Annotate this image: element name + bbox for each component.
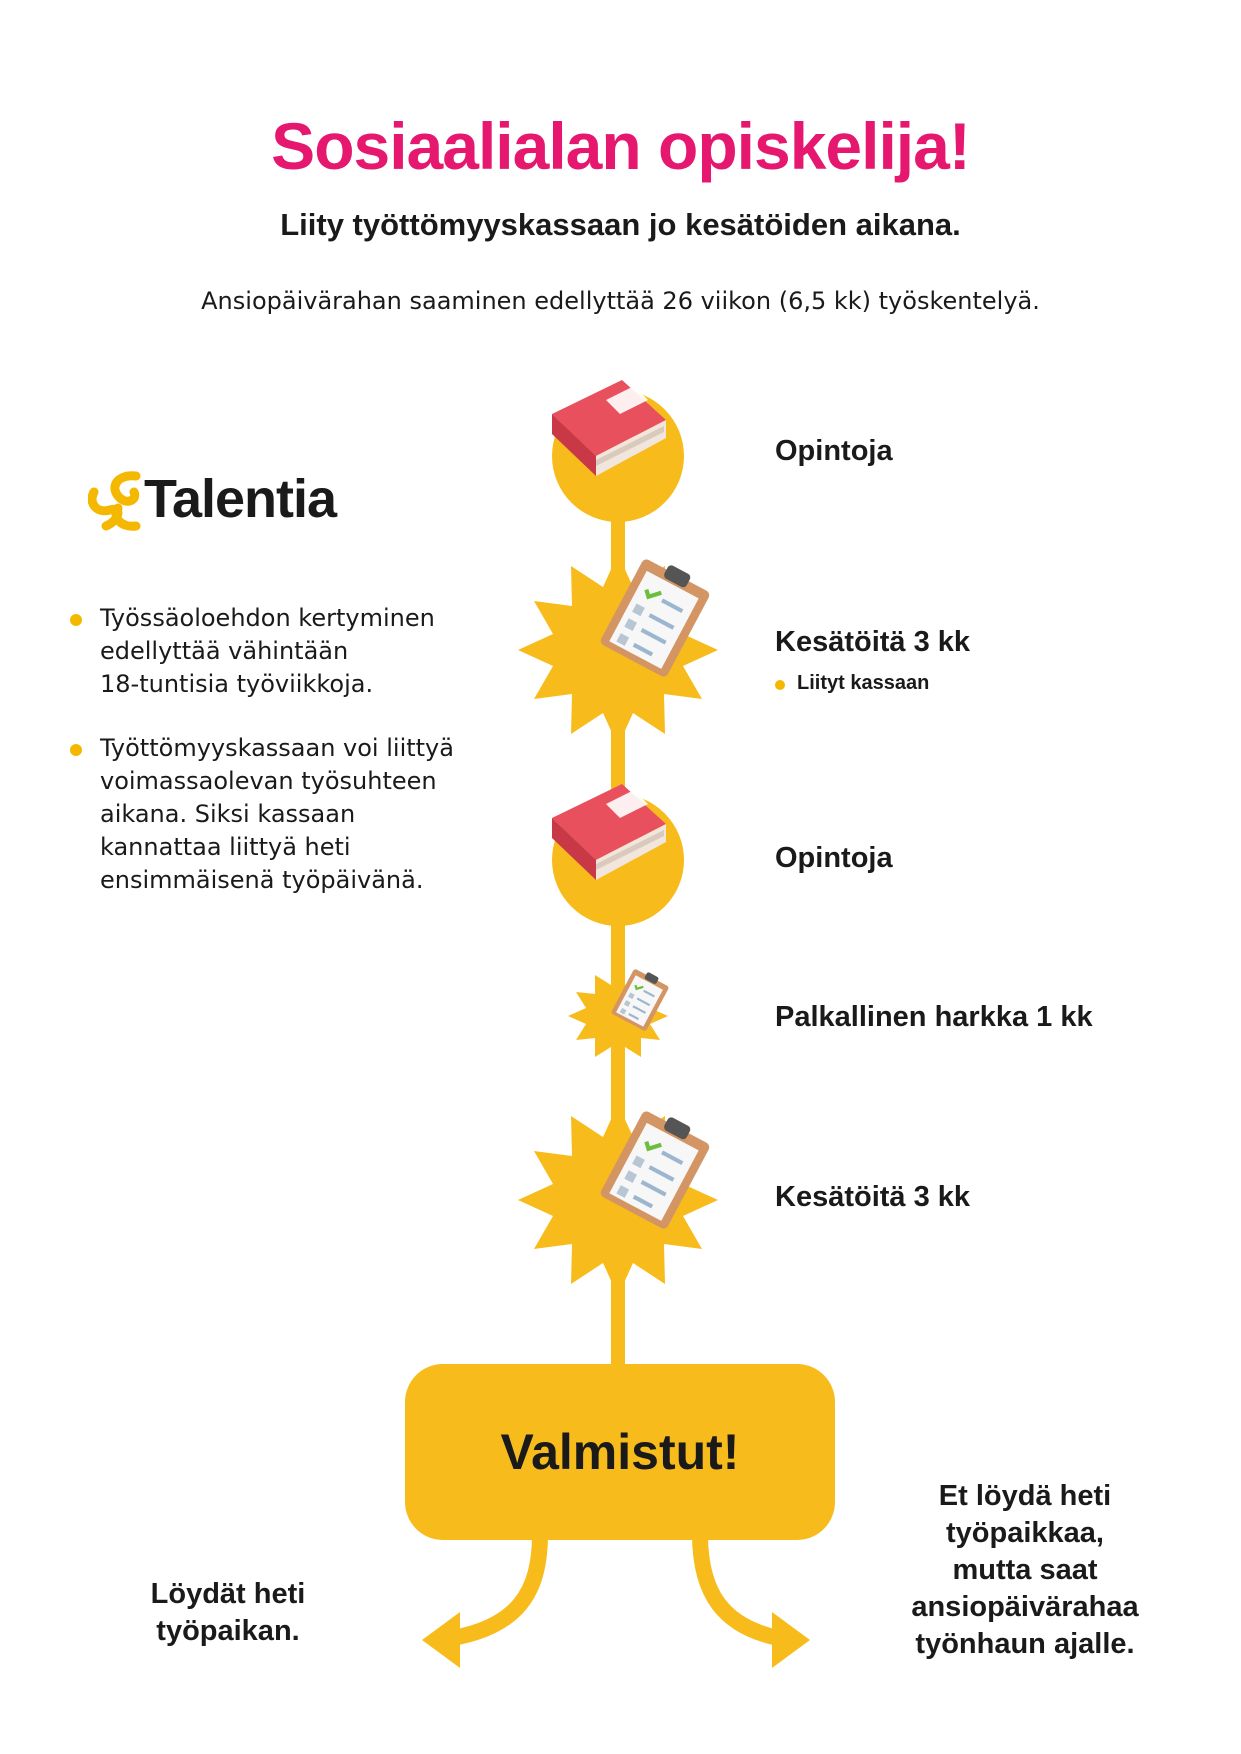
step-label: Opintoja xyxy=(775,435,893,467)
info-line: 18-tuntisia työviikkoja. xyxy=(100,670,374,698)
graduation-box xyxy=(405,1364,835,1540)
intro-text: Ansiopäivärahan saaminen edellyttää 26 viikon (6,5 kk) työskentelyä. xyxy=(201,287,1040,315)
info-line: aikana. Siksi kassaan xyxy=(100,800,356,828)
info-line: edellyttää vähintään xyxy=(100,637,349,665)
outcome-line: mutta saat xyxy=(952,1554,1098,1586)
outcome-line: Löydät heti xyxy=(150,1578,306,1610)
step-label: Kesätöitä 3 kk xyxy=(775,626,971,658)
arrow-left-head xyxy=(422,1612,460,1668)
outcome-left xyxy=(108,1576,348,1650)
bullet-dot xyxy=(775,680,785,690)
outcome-right xyxy=(880,1478,1170,1663)
info-line: voimassaolevan työsuhteen xyxy=(100,767,437,795)
outcome-line: työpaikan. xyxy=(156,1615,300,1647)
graduation-label: Valmistut! xyxy=(500,1424,740,1480)
info-line: ensimmäisenä työpäivänä. xyxy=(100,866,424,894)
outcome-line: Et löydä heti xyxy=(938,1480,1112,1512)
outcome-line: ansiopäivärahaa xyxy=(911,1591,1139,1623)
step-label: Opintoja xyxy=(775,842,893,874)
info-line: kannattaa liittyä heti xyxy=(100,833,351,861)
arrow-right-head xyxy=(772,1612,810,1668)
talentia-logo-text: Talentia xyxy=(144,469,337,529)
step-note-text: Liityt kassaan xyxy=(797,672,930,694)
page-title: Sosiaalialan opiskelija! xyxy=(271,109,970,183)
page-subtitle: Liity työttömyyskassaan jo kesätöiden aikana. xyxy=(280,207,961,242)
step-label: Kesätöitä 3 kk xyxy=(775,1181,971,1213)
outcome-line: työpaikkaa, xyxy=(946,1517,1104,1549)
outcome-line: työnhaun ajalle. xyxy=(915,1628,1135,1660)
step-label: Palkallinen harkka 1 kk xyxy=(775,1001,1093,1033)
info-line: Työttömyyskassaan voi liittyä xyxy=(100,734,454,762)
info-line: Työssäoloehdon kertyminen xyxy=(100,604,435,632)
step-note xyxy=(775,672,929,695)
